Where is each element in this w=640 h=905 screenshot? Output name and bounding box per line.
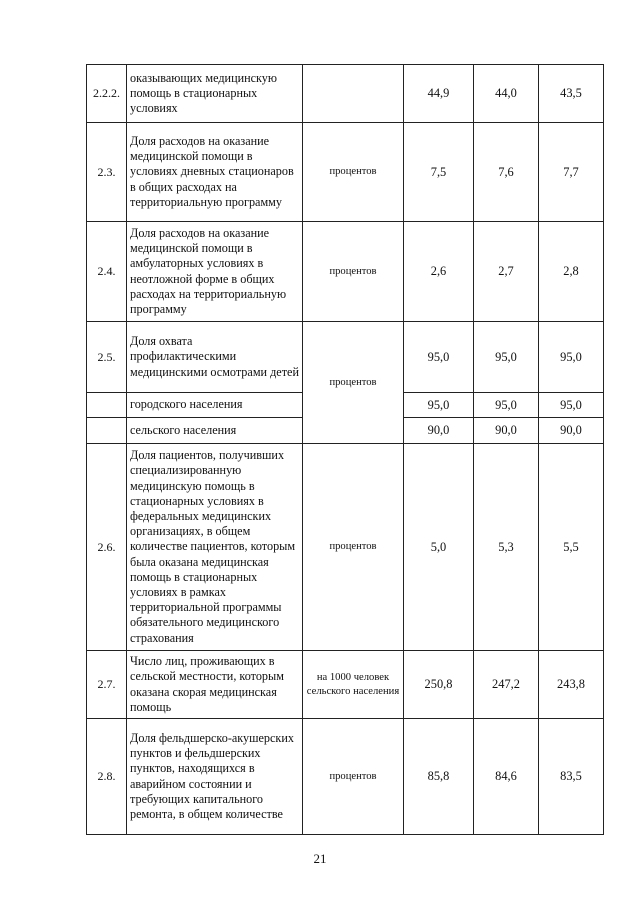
row-number: 2.8. — [87, 719, 127, 835]
table-row — [87, 322, 604, 393]
value-year-1: 44,9 — [404, 65, 474, 123]
value-year-1: 250,8 — [404, 651, 474, 719]
value-year-2: 2,7 — [474, 222, 539, 322]
indicator-name: Число лиц, проживающих в сельской местности, которым оказана скорая медицинская помощь — [127, 651, 303, 719]
page-number: 21 — [313, 851, 327, 866]
indicator-name: Доля расходов на оказание медицинской помощи в амбулаторных условиях в неотложной форме в общих расходах на территориальную программу — [127, 222, 303, 322]
value-year-1: 5,0 — [404, 444, 474, 651]
value-year-3: 7,7 — [539, 123, 604, 222]
value-year-1: 95,0 — [404, 393, 474, 418]
indicators-table — [86, 64, 604, 835]
indicator-name: Доля охвата профилактическими медицинскими осмотрами детей — [127, 322, 303, 393]
unit-cell: на 1000 человек сельского населения — [303, 651, 404, 719]
value-year-3: 90,0 — [539, 418, 604, 444]
table-row — [87, 651, 604, 719]
table-row — [87, 222, 604, 322]
row-number — [87, 393, 127, 418]
value-year-3: 83,5 — [539, 719, 604, 835]
value-year-3: 95,0 — [539, 322, 604, 393]
value-year-2: 44,0 — [474, 65, 539, 123]
value-year-1: 95,0 — [404, 322, 474, 393]
indicator-name: Доля пациентов, получивших специализированную медицинскую помощь в стационарных условиях в федеральных медицинских организациях, в общем количестве пациентов, которым была оказана медицинская помощь в стационарных условиях в рамках территориальной программы обязательного медицинского страхования — [127, 444, 303, 651]
value-year-1: 90,0 — [404, 418, 474, 444]
value-year-1: 2,6 — [404, 222, 474, 322]
value-year-2: 90,0 — [474, 418, 539, 444]
value-year-2: 7,6 — [474, 123, 539, 222]
value-year-2: 5,3 — [474, 444, 539, 651]
unit-cell — [303, 65, 404, 123]
value-year-3: 2,8 — [539, 222, 604, 322]
row-number — [87, 418, 127, 444]
unit-cell: процентов — [303, 444, 404, 651]
indicator-name: Доля расходов на оказание медицинской помощи в условиях дневных стационаров в общих расходах на территориальную программу — [127, 123, 303, 222]
indicators-table-container — [86, 64, 603, 835]
value-year-2: 84,6 — [474, 719, 539, 835]
value-year-3: 43,5 — [539, 65, 604, 123]
indicator-name: сельского населения — [127, 418, 303, 444]
indicator-name: оказывающих медицинскую помощь в стационарных условиях — [127, 65, 303, 123]
value-year-3: 5,5 — [539, 444, 604, 651]
table-row — [87, 444, 604, 651]
value-year-1: 7,5 — [404, 123, 474, 222]
row-number: 2.3. — [87, 123, 127, 222]
value-year-2: 247,2 — [474, 651, 539, 719]
unit-cell: процентов — [303, 123, 404, 222]
value-year-2: 95,0 — [474, 393, 539, 418]
row-number: 2.4. — [87, 222, 127, 322]
row-number: 2.5. — [87, 322, 127, 393]
row-number: 2.6. — [87, 444, 127, 651]
value-year-3: 243,8 — [539, 651, 604, 719]
unit-cell: процентов — [303, 322, 404, 444]
value-year-3: 95,0 — [539, 393, 604, 418]
unit-cell: процентов — [303, 222, 404, 322]
table-row — [87, 123, 604, 222]
indicator-name: городского населения — [127, 393, 303, 418]
table-row — [87, 719, 604, 835]
row-number: 2.7. — [87, 651, 127, 719]
indicator-name: Доля фельдшерско-акушерских пунктов и фельдшерских пунктов, находящихся в аварийном состоянии и требующих капитального ремонта, в общем количестве — [127, 719, 303, 835]
row-number: 2.2.2. — [87, 65, 127, 123]
value-year-1: 85,8 — [404, 719, 474, 835]
unit-cell: процентов — [303, 719, 404, 835]
table-row — [87, 65, 604, 123]
value-year-2: 95,0 — [474, 322, 539, 393]
